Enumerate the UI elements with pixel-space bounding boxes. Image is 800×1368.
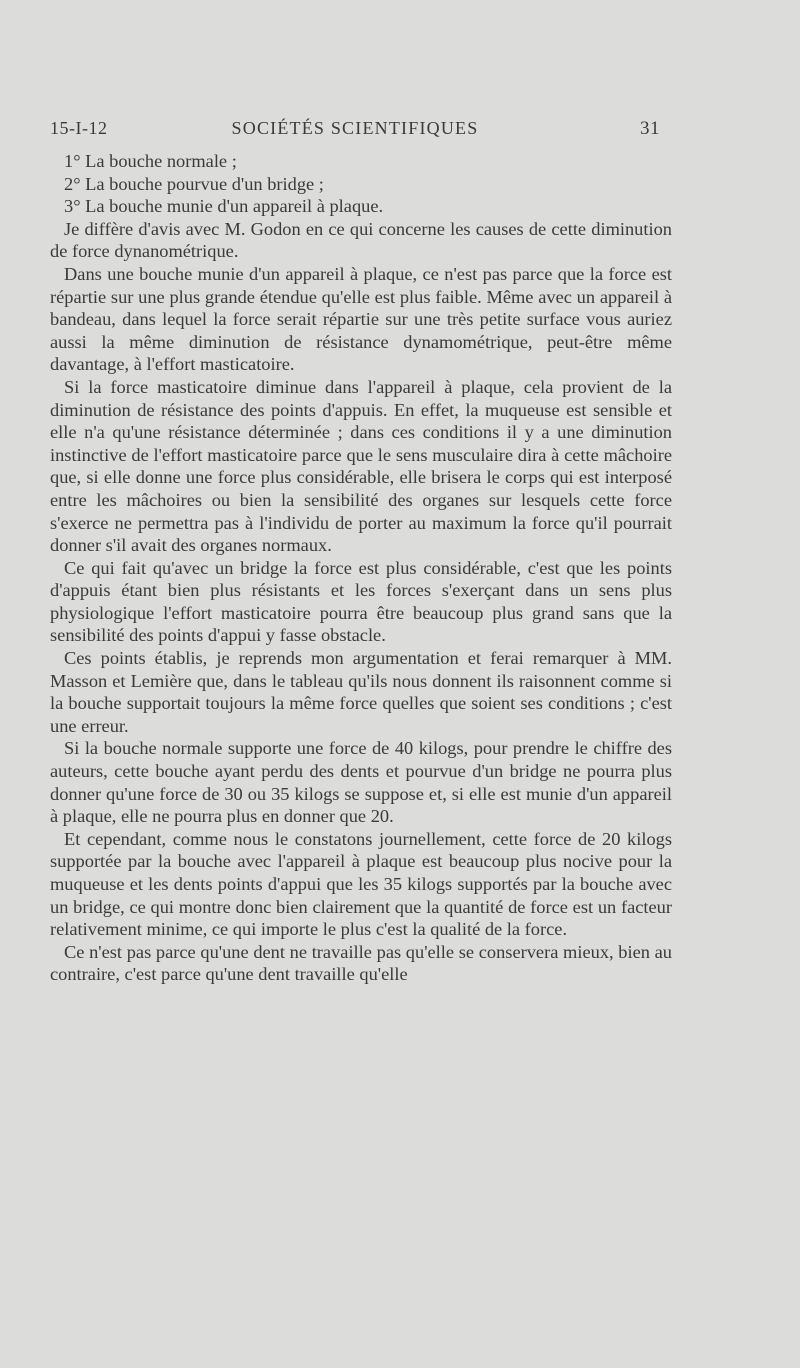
paragraph: Ce n'est pas parce qu'une dent ne travaille pas qu'elle se conservera mieux, bien au contraire, c'est parce qu'une dent travaille qu'elle bbox=[50, 941, 672, 985]
paragraph: Et cependant, comme nous le constatons journellement, cette force de 20 kilogs supportée par la bouche avec l'appareil à plaque est beaucoup plus nocive pour la muqueuse et les dents points d'appui que les 35 kilogs supportés par la bouche avec un bridge, ce qui montre donc bien clairement que la quantité de force est un facteur relativement minime, ce qui importe le plus c'est la qualité de la force. bbox=[50, 828, 672, 940]
list-item: 1° La bouche normale ; bbox=[64, 151, 237, 171]
paragraph: Si la bouche normale supporte une force de 40 kilogs, pour prendre le chiffre des auteurs, cette bouche ayant perdu des dents et pourvue d'un bridge ne pourra plus donner qu'une force de 30 ou 35 kilogs se suppose et, si elle est munie d'un appareil à plaque, elle ne pourra plus en donner que 20. bbox=[50, 738, 672, 827]
running-header bbox=[50, 118, 660, 142]
paragraph: Je diffère d'avis avec M. Godon en ce qui concerne les causes de cette diminution de force dynanométrique. bbox=[50, 218, 672, 262]
paragraph: Ce qui fait qu'avec un bridge la force est plus considérable, c'est que les points d'appuis étant bien plus résistants et les forces s'exerçant dans un sens plus physiologique l'effort masticatoire pourra être beaucoup plus grand sans que la sensibilité des points d'appui y fasse obstacle. bbox=[50, 557, 672, 646]
article-body bbox=[50, 150, 672, 986]
paragraph: Dans une bouche munie d'un appareil à plaque, ce n'est pas parce que la force est répartie sur une plus grande étendue qu'elle est plus faible. Même avec un appareil à bandeau, dans lequel la force serait répartie sur une très petite surface vous auriez aussi la même diminution de résistance dynamométrique, peut-être même davantage, à l'effort masticatoire. bbox=[50, 263, 672, 375]
paragraph: Si la force masticatoire diminue dans l'appareil à plaque, cela provient de la diminution de résistance des points d'appuis. En effet, la muqueuse est sensible et elle n'a qu'une résistance déterminée ; dans ces conditions il y a une diminution instinctive de l'effort masticatoire parce que le sens musculaire dira à cette mâchoire que, si elle donne une force plus considérable, elle brisera le corps qui est interposé entre les mâchoires ou bien la sensibilité des organes sur lesquels cette force s'exerce ne permettra pas à l'individu de porter au maximum la force qu'il pourrait donner s'il avait des organes normaux. bbox=[50, 376, 672, 556]
header-date: 15-I-12 bbox=[50, 118, 108, 138]
list-item: 2° La bouche pourvue d'un bridge ; bbox=[64, 173, 324, 194]
header-journal-title: SOCIÉTÉS SCIENTIFIQUES bbox=[231, 118, 479, 138]
page-number: 31 bbox=[640, 118, 660, 139]
paragraph: Ces points établis, je reprends mon argumentation et ferai remarquer à MM. Masson et Lemière que, dans le tableau qu'ils nous donnent ils raisonnent comme si la bouche supportait toujours la même force quelles que soient ses conditions ; c'est une erreur. bbox=[50, 648, 672, 736]
list-item: 3° La bouche munie d'un appareil à plaque. bbox=[64, 196, 384, 217]
